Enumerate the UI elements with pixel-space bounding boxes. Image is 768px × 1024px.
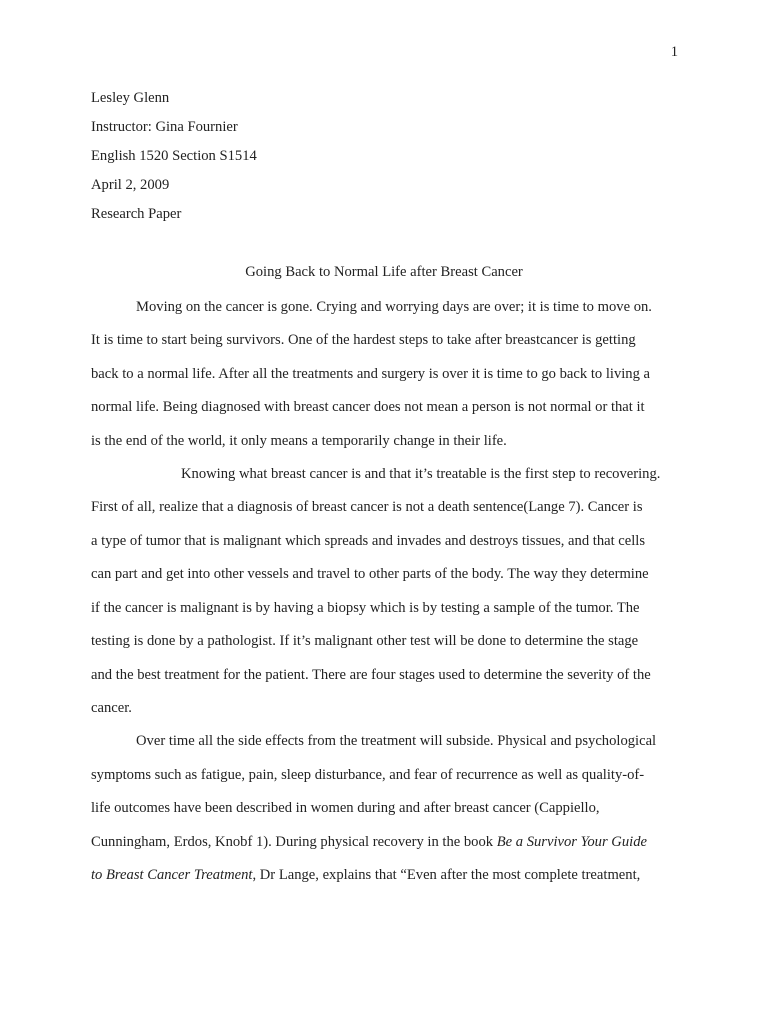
paragraph-line: First of all, realize that a diagnosis of breast cancer is not a death sentence(Lange 7). Cancer is	[91, 499, 643, 515]
paragraph-line: if the cancer is malignant is by having a biopsy which is by testing a sample of the tumor. The	[91, 600, 640, 616]
paragraph-line: a type of tumor that is malignant which spreads and invades and destroys tissues, and that cells	[91, 533, 646, 549]
paragraph-line: normal life. Being diagnosed with breast cancer does not mean a person is not normal or that it	[91, 399, 645, 415]
paragraph-line: cancer.	[91, 700, 132, 716]
author-name: Lesley Glenn	[91, 90, 170, 106]
paragraph-line: Moving on the cancer is gone. Crying and worrying days are over; it is time to move on.	[136, 299, 652, 315]
paragraph-line: is the end of the world, it only means a temporarily change in their life.	[91, 433, 507, 449]
paragraph-line: life outcomes have been described in women during and after breast cancer (Cappiello,	[91, 800, 600, 816]
paragraph-line: and the best treatment for the patient. There are four stages used to determine the severity of the	[91, 667, 651, 683]
paper-type: Research Paper	[91, 206, 182, 222]
paragraph-line: Knowing what breast cancer is and that it’s treatable is the first step to recovering.	[181, 466, 661, 482]
paragraph-line	[91, 834, 647, 851]
paragraph-line: symptoms such as fatigue, pain, sleep disturbance, and fear of recurrence as well as quality-of-	[91, 767, 645, 783]
date-line: April 2, 2009	[91, 177, 170, 193]
line-text: Cunningham, Erdos, Knobf 1). During physical recovery in the book	[91, 834, 497, 850]
course-line: English 1520 Section S1514	[91, 148, 257, 164]
instructor-line: Instructor: Gina Fournier	[91, 119, 238, 135]
book-title-part: to Breast Cancer Treatment	[91, 867, 253, 883]
paragraph-line: testing is done by a pathologist. If it’s malignant other test will be done to determine the stage	[91, 633, 639, 649]
essay-title: Going Back to Normal Life after Breast Cancer	[245, 264, 523, 280]
paragraph-line: Over time all the side effects from the treatment will subside. Physical and psychological	[136, 733, 657, 749]
paragraph-line: can part and get into other vessels and travel to other parts of the body. The way they determine	[91, 566, 649, 582]
paragraph-line	[91, 867, 640, 884]
paragraph-line: back to a normal life. After all the treatments and surgery is over it is time to go back to living a	[91, 366, 651, 382]
paragraph-line: It is time to start being survivors. One of the hardest steps to take after breastcancer is getting	[91, 332, 636, 348]
book-title-part: Be a Survivor Your Guide	[496, 834, 647, 850]
page-number: 1	[670, 44, 678, 60]
line-text: , Dr Lange, explains that “Even after the most complete treatment,	[252, 867, 641, 883]
